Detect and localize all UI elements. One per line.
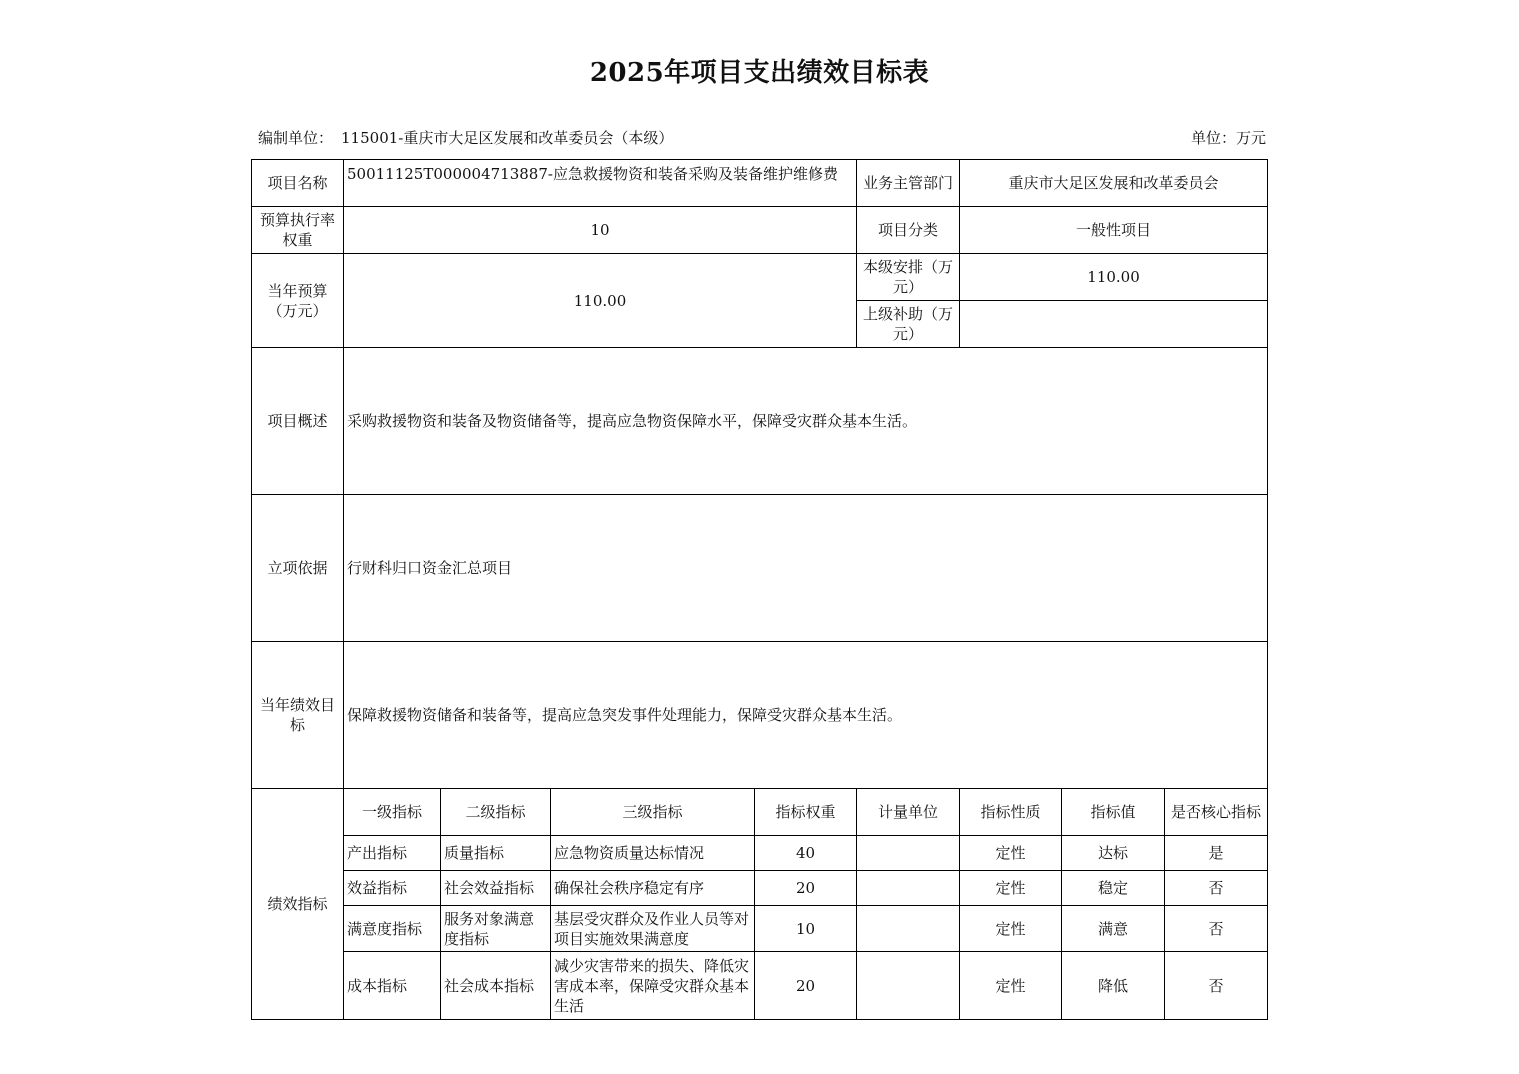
nature-cell: 定性 bbox=[960, 836, 1062, 871]
level1-cell: 效益指标 bbox=[344, 871, 441, 906]
page-title: 2025年项目支出绩效目标表 bbox=[589, 58, 930, 88]
level3-cell: 基层受灾群众及作业人员等对项目实施效果满意度 bbox=[551, 906, 755, 952]
exec-weight-label: 预算执行率权重 bbox=[252, 207, 344, 254]
perf-header: 指标值 bbox=[1062, 789, 1165, 836]
perf-header: 二级指标 bbox=[441, 789, 551, 836]
level2-cell: 质量指标 bbox=[441, 836, 551, 871]
perf-header: 指标性质 bbox=[960, 789, 1062, 836]
perf-header: 指标权重 bbox=[755, 789, 857, 836]
measure-unit-cell bbox=[857, 906, 960, 952]
currency-unit: 单位：万元 bbox=[1190, 129, 1266, 147]
measure-unit-cell bbox=[857, 836, 960, 871]
row-budget-local bbox=[252, 254, 1268, 301]
table-row bbox=[252, 906, 1268, 952]
level2-cell: 服务对象满意度指标 bbox=[441, 906, 551, 952]
perf-header-row bbox=[252, 789, 1268, 836]
table-row bbox=[252, 952, 1268, 1020]
level3-cell: 应急物资质量达标情况 bbox=[551, 836, 755, 871]
weight-cell: 20 bbox=[755, 952, 857, 1020]
core-cell: 否 bbox=[1165, 952, 1268, 1020]
core-cell: 否 bbox=[1165, 906, 1268, 952]
weight-cell: 40 bbox=[755, 836, 857, 871]
local-label: 本级安排（万元） bbox=[857, 254, 960, 301]
level2-cell: 社会效益指标 bbox=[441, 871, 551, 906]
nature-cell: 定性 bbox=[960, 871, 1062, 906]
core-cell: 否 bbox=[1165, 871, 1268, 906]
upper-value bbox=[960, 301, 1268, 348]
level2-cell: 社会成本指标 bbox=[441, 952, 551, 1020]
table-row bbox=[252, 836, 1268, 871]
basis-value: 行财科归口资金汇总项目 bbox=[344, 495, 1268, 642]
perf-header: 一级指标 bbox=[344, 789, 441, 836]
dept-value: 重庆市大足区发展和改革委员会 bbox=[960, 160, 1268, 207]
perf-header: 三级指标 bbox=[551, 789, 755, 836]
exec-weight-value: 10 bbox=[344, 207, 857, 254]
compiling-unit-label: 编制单位： bbox=[258, 129, 334, 147]
category-label: 项目分类 bbox=[857, 207, 960, 254]
overview-value: 采购救援物资和装备及物资储备等，提高应急物资保障水平，保障受灾群众基本生活。 bbox=[344, 348, 1268, 495]
nature-cell: 定性 bbox=[960, 906, 1062, 952]
goal-label: 当年绩效目标 bbox=[252, 642, 344, 789]
level3-cell: 确保社会秩序稳定有序 bbox=[551, 871, 755, 906]
project-name-label: 项目名称 bbox=[252, 160, 344, 207]
level3-cell: 减少灾害带来的损失、降低灾害成本率，保障受灾群众基本生活 bbox=[551, 952, 755, 1020]
measure-unit-cell bbox=[857, 871, 960, 906]
value-cell: 满意 bbox=[1062, 906, 1165, 952]
level1-cell: 产出指标 bbox=[344, 836, 441, 871]
overview-label: 项目概述 bbox=[252, 348, 344, 495]
row-project-name bbox=[252, 160, 1268, 207]
perf-label: 绩效指标 bbox=[252, 789, 344, 1020]
value-cell: 达标 bbox=[1062, 836, 1165, 871]
level1-cell: 满意度指标 bbox=[344, 906, 441, 952]
row-basis bbox=[252, 495, 1268, 642]
row-overview bbox=[252, 348, 1268, 495]
performance-target-table bbox=[251, 159, 1268, 1020]
core-cell: 是 bbox=[1165, 836, 1268, 871]
weight-cell: 20 bbox=[755, 871, 857, 906]
goal-value: 保障救援物资储备和装备等，提高应急突发事件处理能力，保障受灾群众基本生活。 bbox=[344, 642, 1268, 789]
category-value: 一般性项目 bbox=[960, 207, 1268, 254]
nature-cell: 定性 bbox=[960, 952, 1062, 1020]
project-name-value: 50011125T000004713887-应急救援物资和装备采购及装备维护维修费 bbox=[344, 160, 857, 207]
budget-label: 当年预算（万元） bbox=[252, 254, 344, 348]
basis-label: 立项依据 bbox=[252, 495, 344, 642]
value-cell: 降低 bbox=[1062, 952, 1165, 1020]
local-value: 110.00 bbox=[960, 254, 1268, 301]
row-goal bbox=[252, 642, 1268, 789]
budget-value: 110.00 bbox=[344, 254, 857, 348]
perf-header: 是否核心指标 bbox=[1165, 789, 1268, 836]
row-exec-weight bbox=[252, 207, 1268, 254]
level1-cell: 成本指标 bbox=[344, 952, 441, 1020]
value-cell: 稳定 bbox=[1062, 871, 1165, 906]
dept-label: 业务主管部门 bbox=[857, 160, 960, 207]
upper-label: 上级补助（万元） bbox=[857, 301, 960, 348]
weight-cell: 10 bbox=[755, 906, 857, 952]
table-row bbox=[252, 871, 1268, 906]
compiling-unit bbox=[258, 127, 673, 148]
perf-header: 计量单位 bbox=[857, 789, 960, 836]
measure-unit-cell bbox=[857, 952, 960, 1020]
compiling-unit-value: 115001-重庆市大足区发展和改革委员会（本级） bbox=[341, 129, 674, 147]
